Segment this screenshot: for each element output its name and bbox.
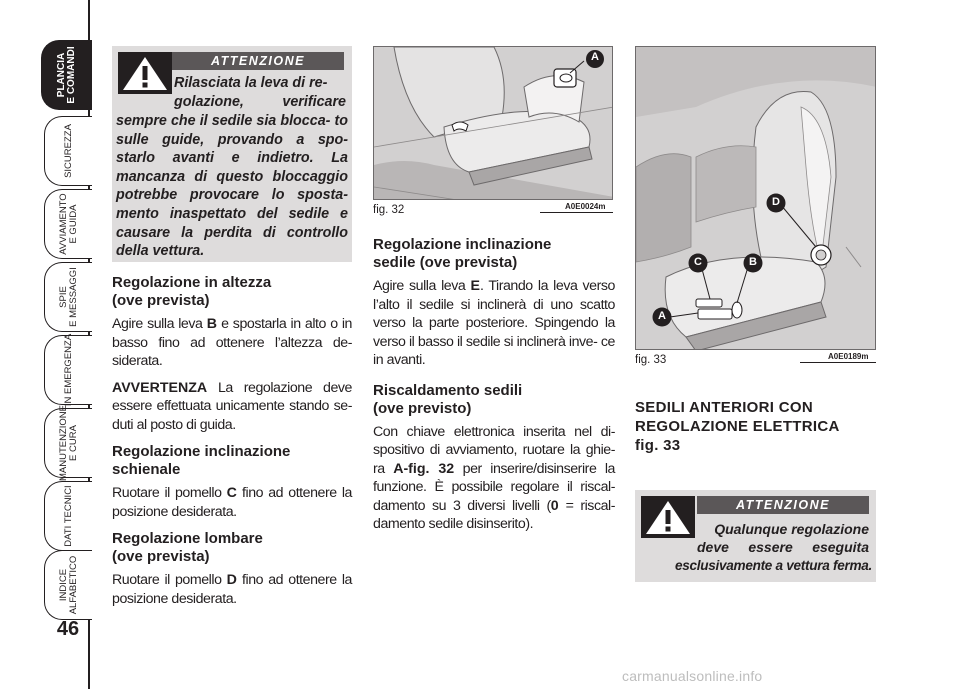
fig-33-caption: fig. 33 [635, 354, 667, 366]
middle-column [373, 236, 615, 534]
heading-line: schienale [112, 461, 181, 478]
text: e spostarla in alto o in basso fino ad ottenere l’altezza de- siderata. [112, 316, 352, 369]
warning-line-2: golazione, verificare [174, 94, 346, 110]
heading-line: sedile (ove prevista) [373, 254, 518, 271]
seat-side-illustration [374, 47, 613, 200]
warning-line-2: deve essere eseguita [697, 539, 869, 555]
text: La regolazione deve essere effettuata unicamente stando se- duti al posto di guida. [112, 379, 352, 433]
watermark: carmanualsonline.info [622, 668, 763, 684]
heading-line: Regolazione in altezza [112, 274, 272, 291]
left-column [112, 274, 352, 608]
text: fino ad ottenere la posizione desiderata. [112, 485, 352, 520]
warning-line-1: Qualunque regolazione [714, 521, 869, 537]
heading-riscaldamento [373, 382, 615, 418]
paragraph-lombare [112, 571, 352, 608]
warning-line-3: esclusivamente a vettura ferma. [675, 558, 872, 573]
heading-line: Regolazione inclinazione [112, 443, 291, 460]
tab-indice-alfabetico[interactable] [44, 550, 92, 620]
tab-label: PLANCIA E COMANDI [56, 46, 77, 104]
callout-b: B [749, 256, 757, 268]
callout-c: C [694, 256, 702, 268]
figure-32-seat-side [373, 46, 613, 200]
right-column [635, 398, 877, 455]
level-zero: 0 [550, 497, 559, 514]
fig-33-rule [800, 362, 876, 363]
warning-header: ATTENZIONE [697, 496, 869, 514]
tab-label: INDICE ALFABETICO [57, 555, 79, 615]
fig-32-rule [540, 212, 613, 213]
heading-line: (ove prevista) [112, 292, 210, 309]
text: fino ad ottenere la posizione desiderata. [112, 572, 352, 607]
section-title-line: REGOLAZIONE ELETTRICA [635, 418, 840, 435]
tab-plancia-e-comandi[interactable] [41, 40, 92, 110]
text: per inserire/disinserire la funzione. È possibile regolare il riscal- damento su 3 diversi livelli ( [373, 460, 615, 514]
chapter-tabs [0, 0, 92, 689]
tab-label: IN EMERGENZA [62, 333, 74, 407]
fig-32-caption: fig. 32 [373, 204, 405, 216]
callout-d: D [772, 196, 780, 208]
key-letter: C [226, 485, 237, 501]
fig-33-code: A0E0189m [828, 352, 869, 361]
heading-lombare [112, 530, 352, 566]
tab-label: SICUREZZA [62, 124, 74, 178]
figure-33-electric-seat [635, 46, 876, 350]
heading-line: Regolazione inclinazione [373, 236, 552, 253]
text: Agire sulla leva [112, 316, 207, 332]
warning-text: sempre che il sedile sia blocca- to sulle guide, provando a spo- starlo avanti e indietro. La mancanza di questo bloccaggio potrebbe provocare lo sposta- mento inaspettato del sedile e causare la perdita di controllo della vettura. [116, 113, 348, 260]
tab-spie-e-messaggi[interactable] [44, 262, 92, 332]
text: Ruotare il pomello [112, 485, 227, 501]
warning-triangle-icon [641, 496, 695, 538]
text: . Tirando la leva verso l’alto il sedile si inclinerà di uno scatto verso la parte posteriore. Spingendo la verso il basso il sedile si inclinerà inve- ce in avanti. [373, 278, 615, 368]
heading-line: (ove previsto) [373, 399, 472, 417]
paragraph-schienale [112, 484, 352, 521]
tab-avviamento-e-guida[interactable] [44, 189, 92, 259]
heading-line: Regolazione lombare [112, 530, 263, 547]
tab-label: AVVIAMENTO E GUIDA [57, 193, 79, 255]
warning-header: ATTENZIONE [172, 52, 344, 70]
callout-a: A [591, 51, 599, 63]
heading-inclinazione-sedile [373, 236, 615, 272]
heading-line: (ove prevista) [112, 548, 210, 565]
warning-triangle-icon [118, 52, 172, 94]
paragraph-riscaldamento [373, 423, 615, 534]
callout-a: A [658, 310, 666, 322]
tab-label: MANUTENZIONE E CURA [57, 405, 79, 481]
heading-schienale [112, 443, 352, 479]
text: Ruotare il pomello [112, 572, 227, 588]
electric-seat-illustration [636, 47, 876, 350]
tab-manutenzione-e-cura[interactable] [44, 405, 92, 481]
section-title-line: fig. 33 [635, 437, 681, 454]
heading-line: Riscaldamento sedili [373, 381, 523, 399]
heading-altezza [112, 274, 352, 310]
key-letter: E [470, 278, 480, 294]
section-title-line: SEDILI ANTERIORI CON [635, 399, 813, 416]
tab-label: SPIE E MESSAGGI [57, 267, 79, 327]
warning-box-top [112, 46, 352, 262]
tab-label: DATI TECNICI [62, 485, 74, 547]
tab-dati-tecnici[interactable] [44, 481, 92, 551]
paragraph-avvertenza [112, 379, 352, 435]
warning-box-bottom [635, 490, 876, 582]
paragraph-inclinazione-sedile [373, 277, 615, 370]
section-title [635, 398, 877, 455]
tab-sicurezza[interactable] [44, 116, 92, 186]
key-letter: B [206, 316, 217, 332]
paragraph-altezza [112, 315, 352, 371]
figure-reference: A-fig. 32 [393, 460, 455, 477]
key-letter: D [226, 572, 237, 588]
text: Agire sulla leva [373, 278, 471, 294]
page-number: 46 [56, 618, 80, 640]
fig-32-code: A0E0024m [565, 202, 606, 211]
tab-in-emergenza[interactable] [44, 335, 92, 405]
text: = riscal- damento sedile disinserito). [373, 497, 615, 532]
warning-line-1: Rilasciata la leva di re- [174, 75, 328, 91]
avvertenza-label: AVVERTENZA [112, 379, 208, 396]
text: Con chiave elettronica inserita nel di- spositivo di avviamento, ruotare la ghie- ra [373, 423, 615, 477]
